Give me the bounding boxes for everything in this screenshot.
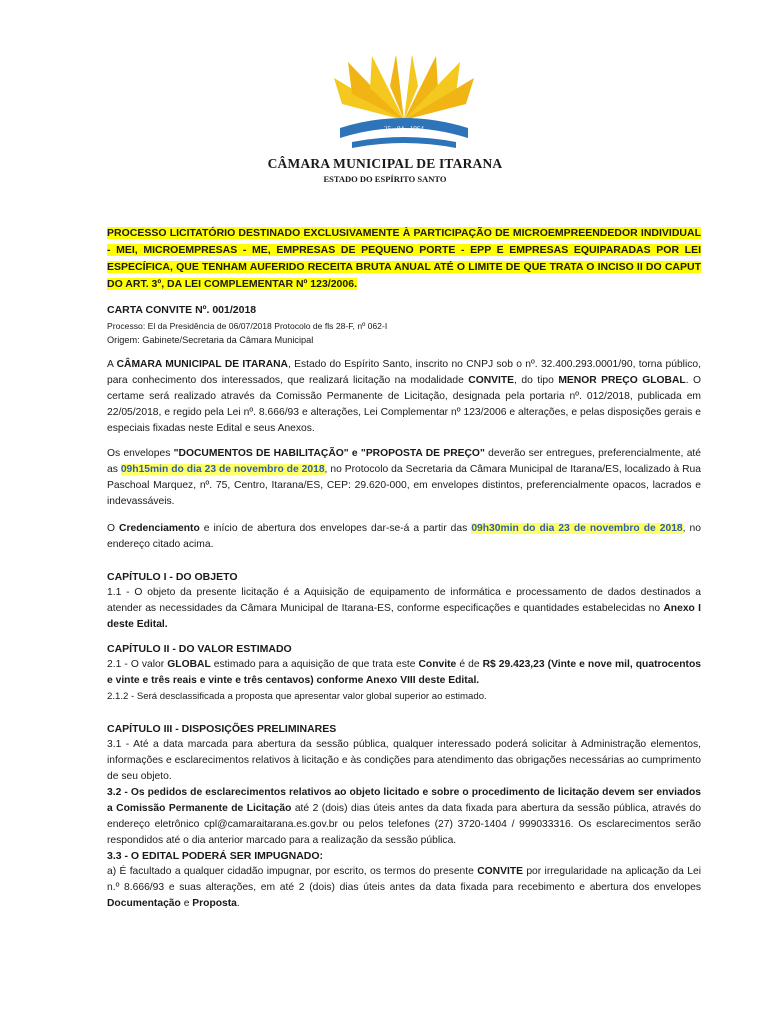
deadline-highlight: 09h15min do dia 23 de novembro de 2018	[120, 464, 325, 475]
text: é de	[456, 659, 483, 670]
text-bold: MENOR PREÇO GLOBAL	[558, 375, 686, 386]
chapter-3	[107, 722, 701, 912]
text: deverão ser entregues, preferencialmente, até as	[107, 448, 702, 475]
clause-2-1-2: 2.1.2 - Será desclassificada a proposta que apresentar valor global superior ao estimado.	[107, 691, 487, 702]
envelopes-paragraph	[107, 446, 701, 510]
clause-3-1: 3.1 - Até a data marcada para abertura da sessão pública, qualquer interessado poderá solicitar à Administração elementos, informações e esclarecimentos relativos à licitação e às condições para atendimento das obrigações necessárias ao cumprimento de seu objeto.	[107, 739, 701, 782]
carta-processo: Processo: El da Presidência de 06/07/2018 Protocolo de fls 28-F, nº 062-I	[107, 321, 388, 331]
institution-subtitle: ESTADO DO ESPÍRITO SANTO	[323, 174, 447, 184]
text: A	[107, 359, 117, 370]
text-bold: Os pedidos de esclarecimentos relativos ao objeto licitado e sobre o procedimento de licitação devem ser enviados a Comissão Permanente de Licitação	[107, 787, 702, 814]
text-bold: 3.2 -	[107, 787, 131, 798]
opening-highlight: 09h30min do dia 23 de novembro de 2018	[471, 523, 683, 534]
process-title: PROCESSO LICITATÓRIO DESTINADO EXCLUSIVAMENTE À PARTICIPAÇÃO DE MICROEMPREENDEDOR INDIVIDUAL - MEI, MICROEMPRESAS - ME, EMPRESAS DE PEQUENO PORTE - EPP E EMPRESAS EQUIPARADAS POR LEI ESPECÍFICA, QUE TENHAM AUFERIDO RECEITA BRUTA ANUAL ATÉ O LIMITE DE QUE TRATA O INCISO II DO CAPUT DO ART. 3º, DA LEI COMPLEMENTAR Nº 123/2006.	[107, 227, 701, 290]
text-bold: Credenciamento	[119, 523, 200, 534]
institution-title: CÂMARA MUNICIPAL DE ITARANA	[267, 156, 503, 171]
carta-title: CARTA CONVITE Nº. 001/2018	[107, 304, 257, 316]
chapter-2	[107, 642, 701, 705]
text: 2.1 - O valor	[107, 659, 168, 670]
chapter-1	[107, 570, 701, 633]
text: , no endereço citado acima.	[107, 523, 701, 550]
text-bold: R$ 29.423,23 (Vinte e nove mil, quatrocentos e vinte e três reais e vinte e três centavos) conforme Anexo VIII deste Edital.	[107, 659, 701, 686]
text-bold: Convite	[418, 659, 457, 670]
text-bold: Documentação	[107, 898, 181, 909]
coat-of-arms-emblem	[330, 56, 478, 156]
text: , no Protocolo da Secretaria da Câmara Municipal de Itarana/ES, localizado à Rua Paschoal Marquez, nº. 75, Centro, Itarana/ES, CEP: 29.620-000, em envelopes distintos, preferencialmente opacos, lacrados e indevassáveis.	[107, 464, 701, 507]
text: e início de abertura dos envelopes dar-se-á a partir das	[199, 523, 472, 534]
process-title-section	[107, 225, 701, 293]
chapter-3-title: CAPÍTULO III - DISPOSIÇÕES PRELIMINARES	[107, 723, 337, 735]
intro-paragraph	[107, 357, 701, 437]
text-bold: CONVITE	[468, 375, 515, 386]
text-bold: GLOBAL	[167, 659, 211, 670]
text-bold: CONVITE	[477, 866, 523, 877]
text: . O certame será realizado através da Comissão Permanente de Licitação, designada pela portaria nº. 012/2018, publicada em 22/05/2018, e regido pela Lei nº. 8.666/93 e alterações, Lei Complementar nº 123/2006 e alterações, e pelas disposições gerais e especiais fixadas neste Edital e seus Anexos.	[107, 375, 702, 434]
text: estimado para a aquisição de que trata este	[210, 659, 419, 670]
text: 1.1 - O objeto da presente licitação é a Aquisição de equipamento de informática e processamento de dados destinados a atender as necessidades da Câmara Municipal de Itarana-ES, conforme especificações e quantidades estabelecidas no	[107, 587, 701, 614]
text: .	[236, 898, 240, 909]
lower-band	[352, 137, 456, 148]
chapter-2-title: CAPÍTULO II - DO VALOR ESTIMADO	[107, 643, 292, 655]
carta-section	[107, 303, 701, 347]
text: , do tipo	[514, 375, 559, 386]
text: por irregularidade na aplicação da Lei n.º 8.666/93 e suas alterações, em até 2 (dois) dias úteis antes da data fixada para recebimento e abertura dos envelopes	[107, 866, 701, 893]
text: a) É facultado a qualquer cidadão impugnar, por escrito, os termos do presente	[107, 866, 478, 877]
sun-rays-icon	[334, 56, 474, 120]
text: até 2 (dois) dias úteis antes da data fixada para abertura da sessão pública, através do endereço eletrônico cpl@camaraitarana.es.gov.br ou pelos telefones (27) 3720-1404 / 999033316. Os esclarecimentos serão respondidos até o dia anterior marcado para a realização da sessão pública.	[107, 803, 701, 846]
text: Os envelopes	[107, 448, 174, 459]
chapter-1-title: CAPÍTULO I - DO OBJETO	[107, 571, 238, 583]
text: , Estado do Espírito Santo, inscrito no CNPJ sob o nº. 32.400.293.0001/90, torna público, para conhecimento dos interessados, que realizará licitação na modalidade	[107, 359, 701, 386]
text: O	[107, 523, 120, 534]
text-bold: Anexo I deste Edital.	[107, 603, 701, 630]
clause-3-3-title: 3.3 - O EDITAL PODERÁ SER IMPUGNADO:	[107, 850, 324, 862]
text-bold: CÂMARA MUNICIPAL DE ITARANA	[116, 359, 288, 370]
text-bold: "DOCUMENTOS DE HABILITAÇÃO" e "PROPOSTA DE PREÇO"	[173, 448, 485, 459]
carta-origem: Origem: Gabinete/Secretaria da Câmara Municipal	[107, 335, 314, 345]
text-bold: Proposta	[192, 898, 237, 909]
crest-date: 25 · 04 · 1964	[384, 125, 424, 133]
text: e	[180, 898, 193, 909]
credenciamento-paragraph	[107, 521, 701, 553]
